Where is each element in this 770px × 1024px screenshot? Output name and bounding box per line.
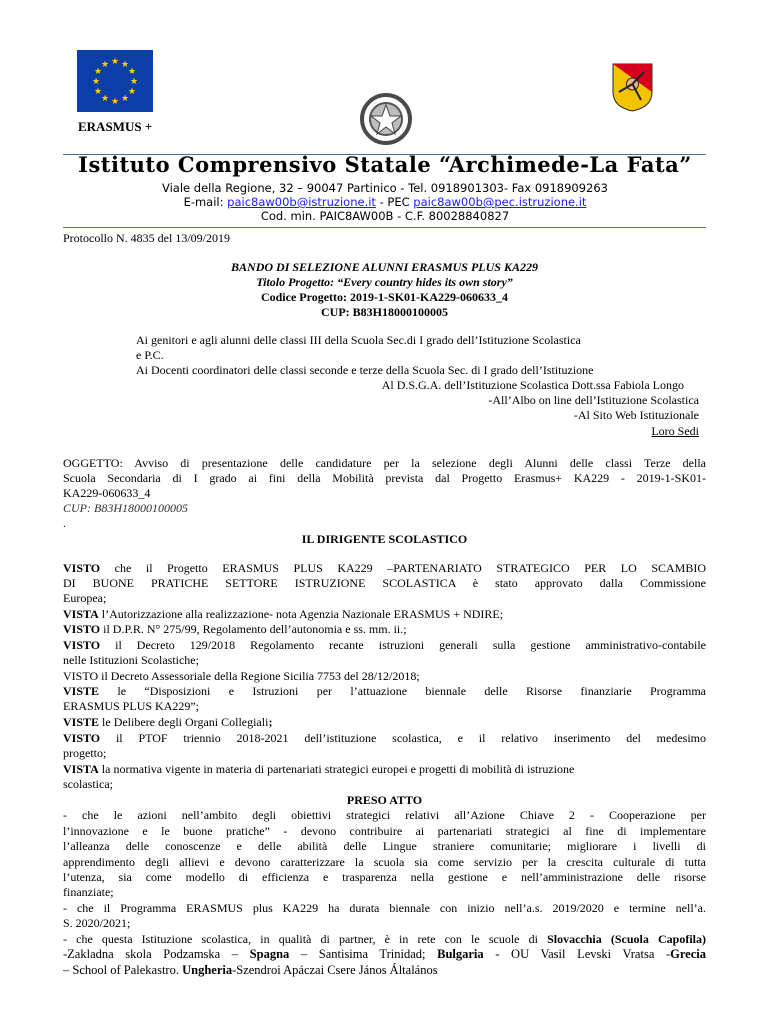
institute-name: Istituto Comprensivo Statale “Archimede-La Fata” <box>78 152 692 177</box>
preso-atto-p1-line-4: apprendimento degli allievi e devono caratterizzare la scuola sia come servizio per la crescita culturale di tutta <box>63 855 706 869</box>
visto-1-line-2: DI BUONE PRATICHE SETTORE ISTRUZIONE SCOLASTICA è stato approvato dalla Commissione <box>63 576 706 590</box>
visto-6-line-1: VISTE le “Disposizioni e Istruzioni per l’attuazione biennale delle Risorse finanziarie Programma <box>63 684 706 698</box>
svg-text:★: ★ <box>93 67 103 77</box>
svg-text:★: ★ <box>120 60 130 70</box>
visto-6-line-2: ERASMUS PLUS KA229”; <box>63 699 200 713</box>
preso-atto-heading: PRESO ATTO <box>346 793 423 807</box>
svg-text:★: ★ <box>129 77 139 87</box>
institute-codes: Cod. min. PAIC8AW00B - C.F. 80028840827 <box>260 209 510 223</box>
institute-contacts <box>60 195 710 209</box>
project-code: Codice Progetto: 2019-1-SK01-KA229-060633_4 <box>260 290 509 304</box>
svg-text:★: ★ <box>127 67 137 77</box>
svg-text:★: ★ <box>100 60 110 70</box>
svg-text:★: ★ <box>110 97 120 107</box>
protocol-number: Protocollo N. 4835 del 13/09/2019 <box>63 231 230 245</box>
visto-5: VISTO il Decreto Assessoriale della Regione Sicilia 7753 del 28/12/2018; <box>63 669 420 683</box>
visto-9-line-2: scolastica; <box>63 777 113 791</box>
recipient-line-2: e P.C. <box>136 348 164 362</box>
preso-atto-p2-line-1: - che il Programma ERASMUS plus KA229 ha durata biennale con inizio nell’a.s. 2019/2020 e termine nell’a. <box>63 901 706 915</box>
recipient-line-7: Loro Sedi <box>651 424 699 438</box>
svg-text:★: ★ <box>127 87 137 97</box>
visto-9-line-1: VISTA la normativa vigente in materia di partenariati strategici europei e progetti di mobilità di istruzione <box>63 762 575 776</box>
program-label: ERASMUS + <box>78 119 153 134</box>
recipient-line-3: Ai Docenti coordinatori delle classi seconde e terze della Scuola Sec. di I grado dell’Istituzione <box>136 363 594 377</box>
preso-atto-p1-line-6: finanziate; <box>63 885 114 899</box>
header-rule-bottom <box>63 227 706 228</box>
email-prefix: E-mail: <box>183 195 228 209</box>
oggetto-line-3: KA229-060633_4 <box>63 486 151 500</box>
oggetto-line-2: Scuola Secondaria di I grado ai fini della Mobilità prevista dal Progetto Erasmus+ KA229 - 2019-1-SK01- <box>63 471 706 485</box>
pec-prefix: - PEC <box>375 195 414 209</box>
oggetto-dot: . <box>63 516 66 530</box>
svg-text:★: ★ <box>120 94 130 104</box>
oggetto-cup: CUP: B83H18000100005 <box>63 501 188 515</box>
visto-1-line-1: VISTO che il Progetto ERASMUS PLUS KA229 –PARTENARIATO STRATEGICO PER LO SCAMBIO <box>63 561 706 575</box>
bando-title: BANDO DI SELEZIONE ALUNNI ERASMUS PLUS KA229 <box>231 260 538 274</box>
preso-atto-p3-line-1: - che questa Istituzione scolastica, in qualità di partner, è in rete con le scuole di Slovacchia (Scuola Capofila) <box>63 932 707 946</box>
visto-4-line-2: nelle Istituzioni Scolastiche; <box>63 653 199 667</box>
visto-4-line-1: VISTO il Decreto 129/2018 Regolamento recante istruzioni generali sulla gestione amministrativo-contabile <box>63 638 706 652</box>
recipient-line-4: Al D.S.G.A. dell’Istituzione Scolastica Dott.ssa Fabiola Longo <box>381 378 684 392</box>
svg-text:★: ★ <box>93 87 103 97</box>
preso-atto-p3-line-2: -Zakladna skola Podzamska – Spagna – Santisima Trinidad; Bulgaria - OU Vasil Levski Vratsa -Grecia <box>63 947 707 961</box>
visto-8-line-2: progetto; <box>63 746 107 760</box>
institute-address: Viale della Regione, 32 – 90047 Partinico - Tel. 0918901303- Fax 0918909263 <box>162 181 608 195</box>
svg-text:★: ★ <box>100 94 110 104</box>
recipient-line-1: Ai genitori e agli alunni delle classi III della Scuola Sec.di I grado dell’Istituzione Scolastica <box>136 333 581 347</box>
visto-7: VISTE le Delibere degli Organi Collegiali; <box>63 715 273 729</box>
pec-link[interactable]: paic8aw00b@pec.istruzione.it <box>413 195 587 209</box>
visto-3: VISTO il D.P.R. N° 275/99, Regolamento dell’autonomia e ss. mm. ii.; <box>63 622 407 636</box>
eu-flag-icon <box>77 50 153 112</box>
recipient-line-5: -All’Albo on line dell’Istituzione Scolastica <box>488 393 699 407</box>
project-cup: CUP: B83H18000100005 <box>321 305 448 319</box>
visto-1-line-3: Europea; <box>63 591 107 605</box>
preso-atto-p1-line-1: - che le azioni nell’ambito degli obiettivi strategici relativi all’Azione Chiave 2 - Cooperazione per <box>63 808 706 822</box>
preso-atto-p1-line-3: l’alleanza delle conoscenze e delle abilità delle Lingue straniere comunitarie; migliorare i livelli di <box>63 839 706 853</box>
preso-atto-p1-line-5: l’utenza, sia come modello di efficienza e trasparenza nella gestione e nell’amministrazione delle risorse <box>63 870 706 884</box>
recipient-line-6: -Al Sito Web Istituzionale <box>573 408 699 422</box>
sicily-region-emblem-icon <box>611 62 654 112</box>
italian-republic-emblem-icon <box>357 91 415 147</box>
email-link[interactable]: paic8aw00b@istruzione.it <box>227 195 376 209</box>
preso-atto-p3-line-3: – School of Palekastro. Ungheria-Szendroi Apáczai Csere János Általános <box>63 963 438 977</box>
svg-text:★: ★ <box>91 77 101 87</box>
visto-8-line-1: VISTO il PTOF triennio 2018-2021 dell’istituzione scolastica, e il relativo inserimento del medesimo <box>63 731 706 745</box>
dirigente-heading: IL DIRIGENTE SCOLASTICO <box>301 532 468 546</box>
project-title: Titolo Progetto: “Every country hides its own story” <box>256 275 513 289</box>
preso-atto-p1-line-2: l’innovazione e le buone pratiche” - devono contribuire ai partenariati strategici al fine di implementare <box>63 824 706 838</box>
preso-atto-p2-line-2: S. 2020/2021; <box>63 916 131 930</box>
svg-text:★: ★ <box>110 57 120 67</box>
visto-2: VISTA l’Autorizzazione alla realizzazione- nota Agenzia Nazionale ERASMUS + NDIRE; <box>63 607 504 621</box>
oggetto-line-1: OGGETTO: Avviso di presentazione delle candidature per la selezione degli Alunni delle classi Terze della <box>63 456 706 470</box>
